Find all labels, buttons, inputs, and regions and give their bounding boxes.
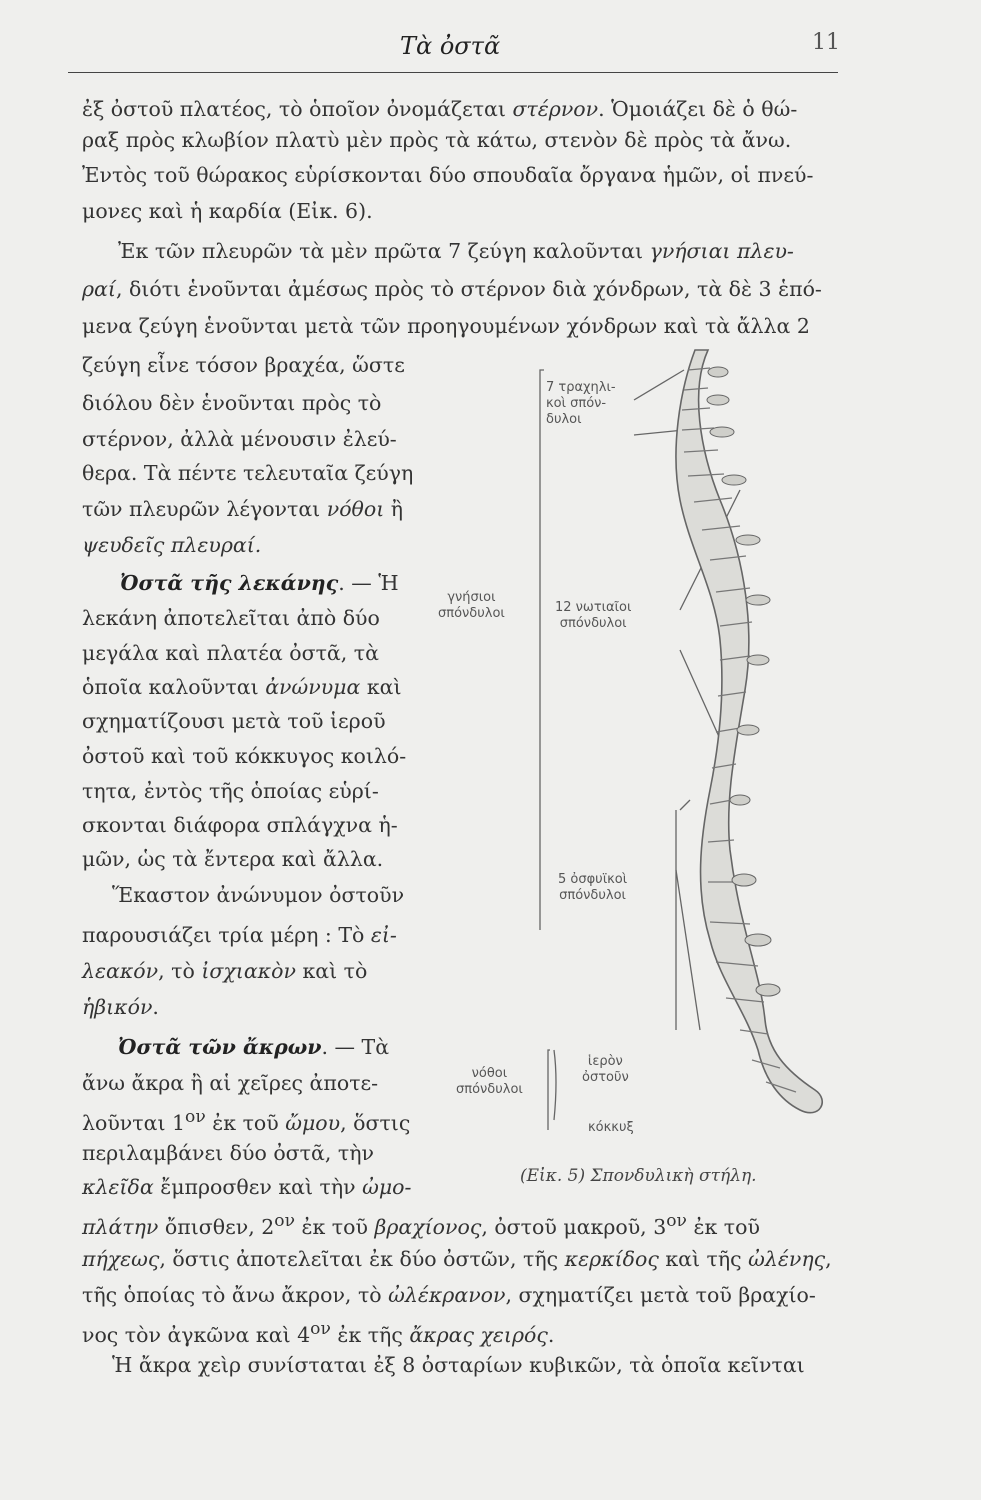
text-line: τῶν πλευρῶν λέγονται νόθοι ἢ: [82, 497, 404, 521]
text-line: λοῦνται $1^{o\nu}$ ἐκ τοῦ ὤμου, ὅστις: [82, 1107, 411, 1135]
text-line: Ἐκ τῶν πλευρῶν τὰ μὲν πρῶτα 7 ζεύγη καλοῦνται γνήσιαι πλευ-: [118, 239, 794, 263]
label-lumbar: 5 ὀσφυϊκοὶ σπόνδυλοι: [558, 872, 628, 903]
text-line: μεγάλα καὶ πλατέα ὀστᾶ, τὰ: [82, 641, 379, 665]
text-line: λεκάνη ἀποτελεῖται ἀπὸ δύο: [82, 606, 380, 630]
text-line: παρουσιάζει τρία μέρη : Τὸ εἰ-: [82, 923, 397, 947]
label-true: γνήσιοι σπόνδυλοι: [438, 590, 505, 621]
text-line: τῆς ὁποίας τὸ ἄνω ἄκρον, τὸ ὠλέκρανον, σχηματίζει μετὰ τοῦ βραχίο-: [82, 1283, 816, 1307]
page-number: 11: [812, 30, 840, 55]
section-heading: Ὀστᾶ τῆς λεκάνης. — Ἡ: [120, 571, 399, 595]
text-line: ἐξ ὀστοῦ πλατέος, τὸ ὁποῖον ὀνομάζεται στέρνον. Ὁμοιάζει δὲ ὁ θώ-: [82, 97, 798, 121]
figure-caption: (Εἰκ. 5) Σπονδυλικὴ στήλη.: [520, 1166, 757, 1186]
text-line: Ἕκαστον ἀνώνυμον ὀστοῦν: [112, 883, 405, 907]
text-line: ὁποῖα καλοῦνται ἀνώνυμα καὶ: [82, 675, 402, 699]
text-line: πήχεως, ὅστις ἀποτελεῖται ἐκ δύο ὀστῶν, τῆς κερκίδος καὶ τῆς ὠλένης,: [82, 1247, 832, 1271]
text-line: πλάτην ὄπισθεν, $2^{o\nu}$ ἐκ τοῦ βραχίονος, ὀστοῦ μακροῦ, $3^{o\nu}$ ἐκ τοῦ: [82, 1211, 760, 1239]
label-false: νόθοι σπόνδυλοι: [456, 1066, 523, 1097]
text-line: σχηματίζουσι μετὰ τοῦ ἱεροῦ: [82, 709, 386, 733]
text-line: Ἐντὸς τοῦ θώρακος εὑρίσκονται δύο σπουδαῖα ὄργανα ἡμῶν, οἱ πνεύ-: [82, 163, 814, 187]
text-line: ραί, διότι ἑνοῦνται ἀμέσως πρὸς τὸ στέρνον διὰ χόνδρων, τὰ δὲ 3 ἑπό-: [82, 277, 822, 301]
text-line: μῶν, ὡς τὰ ἔντερα καὶ ἄλλα.: [82, 847, 384, 871]
text-line: κλεῖδα ἔμπροσθεν καὶ τὴν ὠμο-: [82, 1175, 412, 1199]
text-line: περιλαμβάνει δύο ὀστᾶ, τὴν: [82, 1141, 374, 1165]
label-sacrum: ἱερὸν ὀστοῦν: [582, 1054, 629, 1085]
text-line: μονες καὶ ἡ καρδία (Εἰκ. 6).: [82, 199, 373, 223]
label-thoracic: 12 νωτιαῖοι σπόνδυλοι: [555, 600, 632, 631]
text-line: τητα, ἐντὸς τῆς ὁποίας εὑρί-: [82, 779, 379, 803]
text-line: μενα ζεύγη ἑνοῦνται μετὰ τῶν προηγουμένων χόνδρων καὶ τὰ ἄλλα 2: [82, 314, 810, 338]
text-line: στέρνον, ἀλλὰ μένουσιν ἐλεύ-: [82, 427, 397, 451]
text-line: ψευδεῖς πλευραί.: [82, 533, 262, 557]
text-line: ζεύγη εἶνε τόσον βραχέα, ὥστε: [82, 353, 405, 377]
text-line: ἄνω ἄκρα ἢ αἱ χεῖρες ἀποτε-: [82, 1071, 379, 1095]
running-title: Τὰ ὀστᾶ: [400, 32, 501, 60]
text-line: διόλου δὲν ἑνοῦνται πρὸς τὸ: [82, 391, 382, 415]
text-line: νος τὸν ἀγκῶνα καὶ $4^{o\nu}$ ἐκ τῆς ἄκρας χειρός.: [82, 1319, 555, 1347]
label-coccyx: κόκκυξ: [588, 1120, 634, 1135]
text-line: θερα. Τὰ πέντε τελευταῖα ζεύγη: [82, 461, 414, 485]
text-line: ραξ πρὸς κλωβίον πλατὺ μὲν πρὸς τὰ κάτω, στενὸν δὲ πρὸς τὰ ἄνω.: [82, 128, 792, 152]
header-rule: [68, 72, 838, 73]
spine-illustration: [530, 330, 860, 1170]
text-line: ὀστοῦ καὶ τοῦ κόκκυγος κοιλό-: [82, 744, 407, 768]
text-line: Ἡ ἄκρα χεὶρ συνίσταται ἐξ 8 ὀσταρίων κυβικῶν, τὰ ὁποῖα κεῖνται: [112, 1353, 805, 1377]
text-line: ἡβικόν.: [82, 995, 159, 1019]
section-heading: Ὀστᾶ τῶν ἄκρων. — Τὰ: [118, 1035, 390, 1059]
label-cervical: 7 τραχηλι- κοὶ σπόν- δυλοι: [546, 380, 616, 427]
text-line: σκονται διάφορα σπλάγχνα ἡ-: [82, 813, 398, 837]
text-line: λεακόν, τὸ ἰσχιακὸν καὶ τὸ: [82, 959, 368, 983]
